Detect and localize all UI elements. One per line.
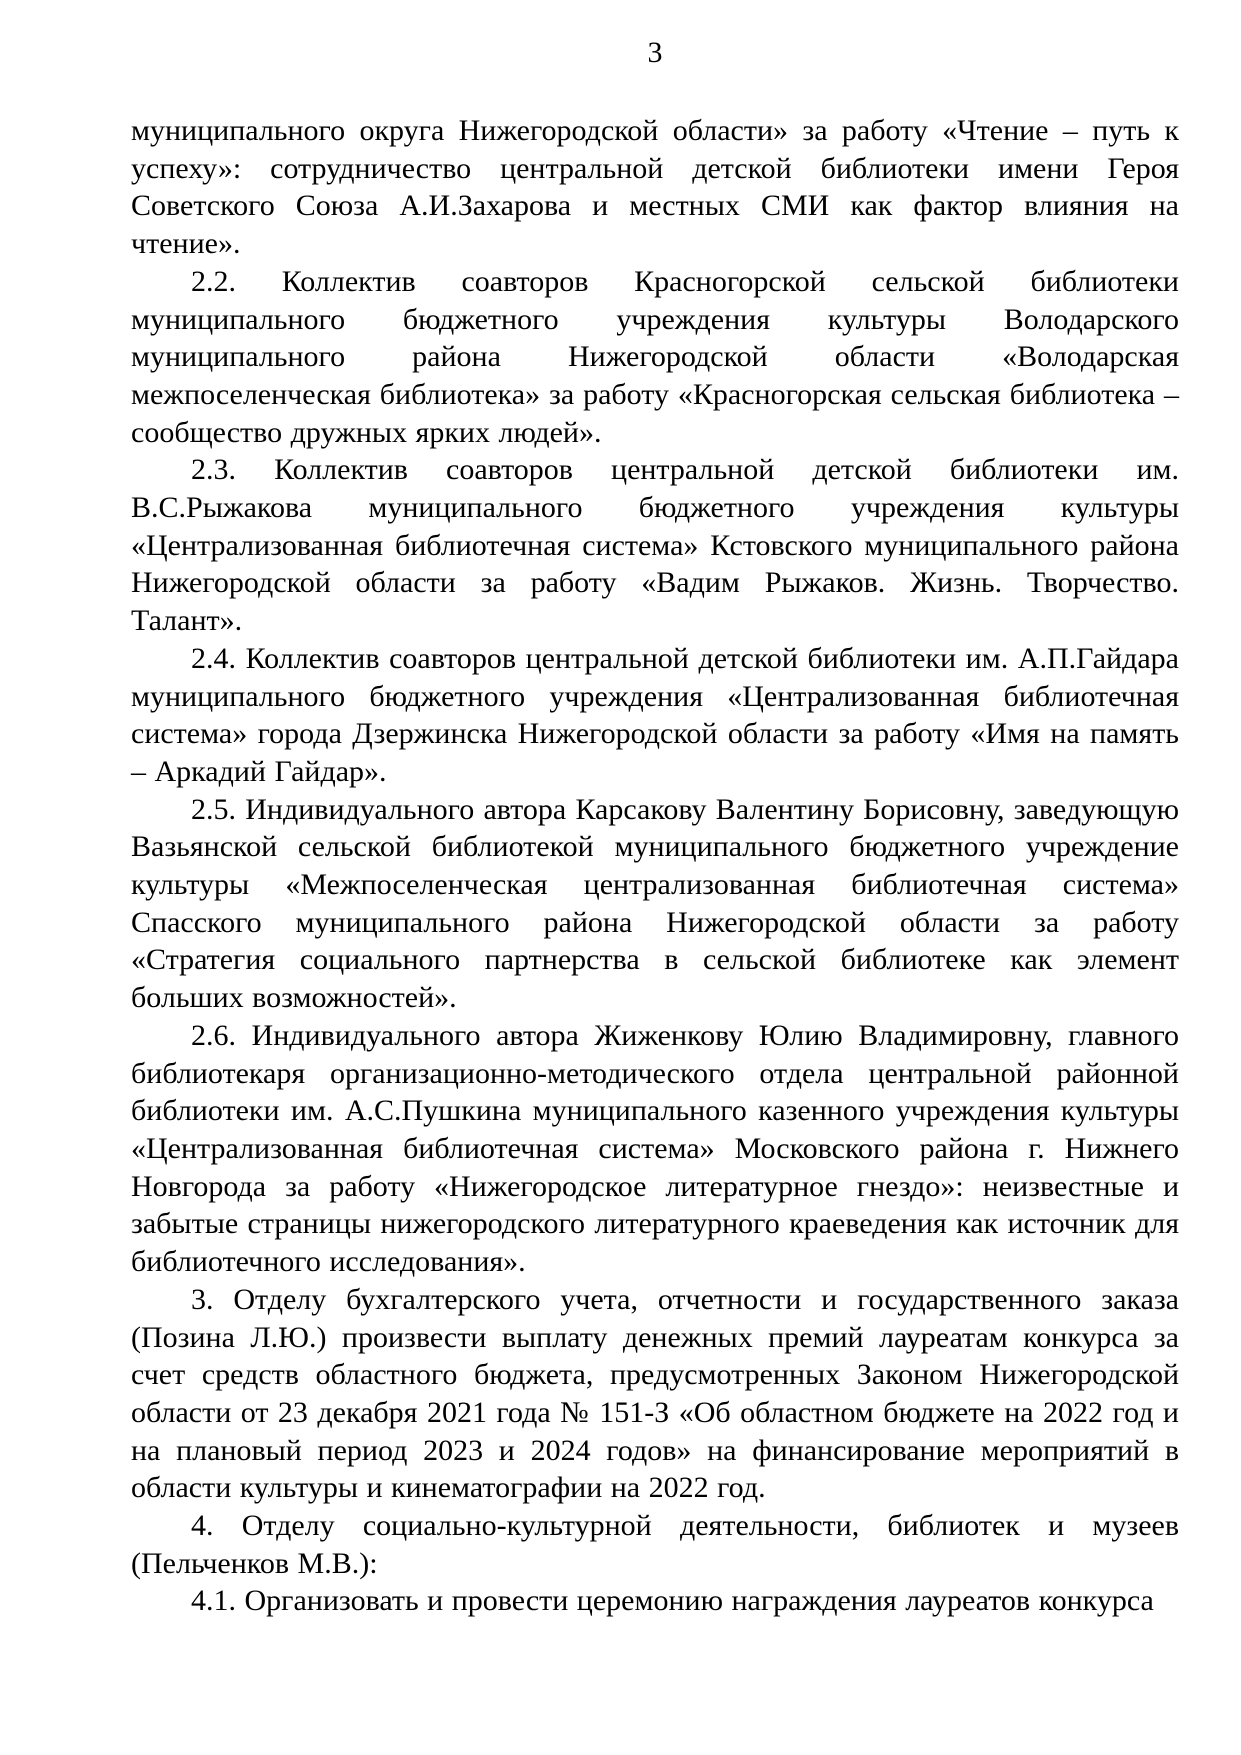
paragraph: 2.2. Коллектив соавторов Красногорской сельской библиотеки муниципального бюджетного учреждения культуры Володарского муниципального района Нижегородской области «Володарская межпоселенческая библиотека» за работу «Красногорская сельская библиотека – сообщество дружных ярких людей». — [131, 264, 1179, 449]
paragraph: 4. Отделу социально-культурной деятельности, библиотек и музеев (Пельченков М.В.): — [131, 1509, 1179, 1580]
paragraph: 3. Отделу бухгалтерского учета, отчетности и государственного заказа (Позина Л.Ю.) произвести выплату денежных премий лауреатам конкурса за счет средств областного бюджета, предусмотренных Законом Нижегородской области от 23 декабря 2021 года № 151-З «Об областном бюджете на 2022 год и на плановый период 2023 и 2024 годов» на финансирование мероприятий в области культуры и кинематографии на 2022 год. — [131, 1282, 1179, 1505]
paragraph: 2.4. Коллектив соавторов центральной детской библиотеки им. А.П.Гайдара муниципального бюджетного учреждения «Централизованная библиотечная система» города Дзержинска Нижегородской области за работу «Имя на память – Аркадий Гайдар». — [131, 641, 1179, 788]
paragraph: муниципального округа Нижегородской области» за работу «Чтение – путь к успеху»: сотрудничество центральной детской библиотеки имени Героя Советского Союза А.И.Захарова и местных СМИ как фактор влияния на чтение». — [131, 114, 1179, 261]
paragraph: 2.5. Индивидуального автора Карсакову Валентину Борисовну, заведующую Вазьянской сельской библиотекой муниципального бюджетного учреждение культуры «Межпоселенческая централизованная библиотечная система» Спасского муниципального района Нижегородской области за работу «Стратегия социального партнерства в сельской библиотеке как элемент больших возможностей». — [131, 792, 1179, 1015]
document-body — [131, 112, 1179, 1620]
paragraph: 2.3. Коллектив соавторов центральной детской библиотеки им. В.С.Рыжакова муниципального бюджетного учреждения культуры «Централизованная библиотечная система» Кстовского муниципального района Нижегородской области за работу «Вадим Рыжаков. Жизнь. Творчество. Талант». — [131, 453, 1179, 638]
paragraph: 2.6. Индивидуального автора Жиженкову Юлию Владимировну, главного библиотекаря организационно-методического отдела центральной районной библиотеки им. А.С.Пушкина муниципального казенного учреждения культуры «Централизованная библиотечная система» Московского района г. Нижнего Новгорода за работу «Нижегородское литературное гнездо»: неизвестные и забытые страницы нижегородского литературного краеведения как источник для библиотечного исследования». — [131, 1018, 1179, 1279]
page-number: 3 — [647, 36, 663, 69]
paragraph: 4.1. Организовать и провести церемонию награждения лауреатов конкурса — [191, 1584, 1154, 1618]
